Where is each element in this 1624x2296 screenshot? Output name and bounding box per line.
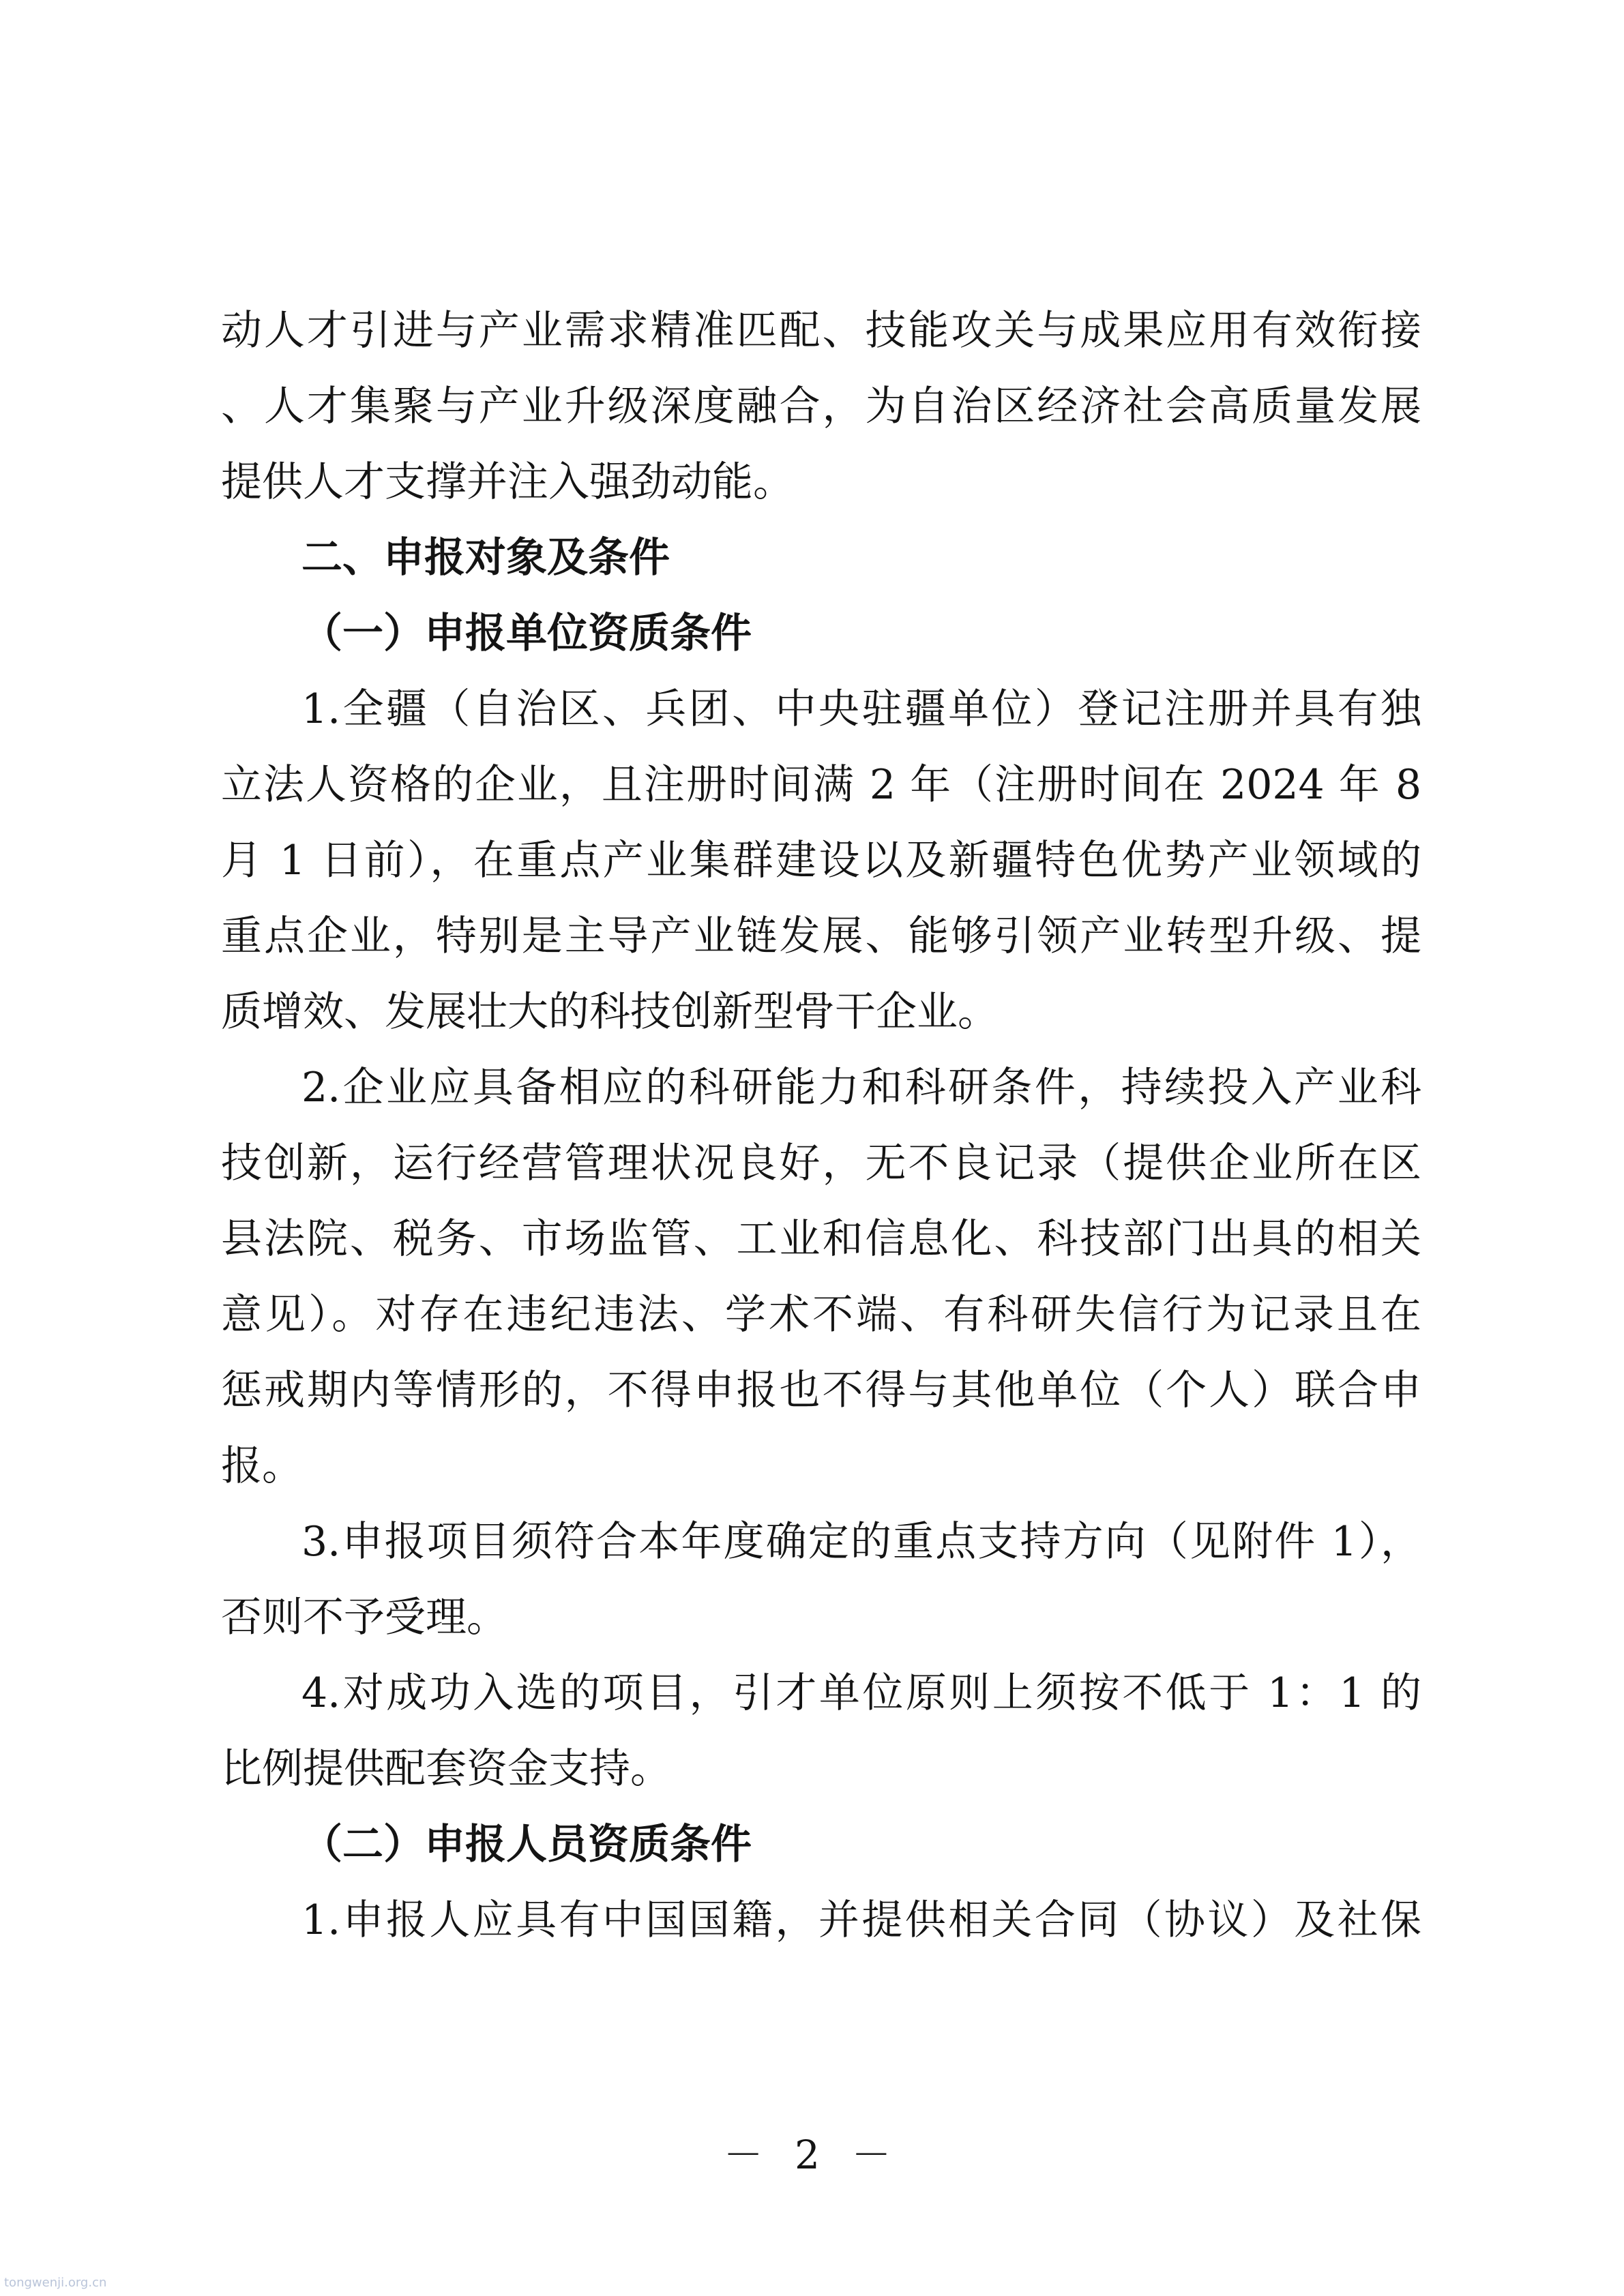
watermark-text: tongwenji.org.cn <box>4 2276 107 2290</box>
paragraph-line: 县法院、税务、市场监管、工业和信息化、科技部门出具的相关 <box>221 1215 1421 1263</box>
paragraph-line: 2.企业应具备相应的科研能力和科研条件，持续投入产业科 <box>301 1064 1421 1112</box>
paragraph-line: 、人才集聚与产业升级深度融合，为自治区经济社会高质量发展 <box>221 383 1421 430</box>
section-heading: 二、申报对象及条件 <box>301 534 670 582</box>
paragraph-line: 重点企业，特别是主导产业链发展、能够引领产业转型升级、提 <box>221 912 1421 960</box>
paragraph-line: 提供人才支撑并注入强劲动能。 <box>221 458 794 506</box>
paragraph-line: 1.申报人应具有中国国籍，并提供相关合同（协议）及社保 <box>301 1896 1421 1944</box>
paragraph-line: 月 1 日前），在重点产业集群建设以及新疆特色优势产业领域的 <box>221 837 1421 884</box>
paragraph-line: 技创新，运行经营管理状况良好，无不良记录（提供企业所在区 <box>221 1139 1421 1187</box>
paragraph-line: 惩戒期内等情形的，不得申报也不得与其他单位（个人）联合申 <box>221 1367 1421 1414</box>
paragraph-line: 报。 <box>221 1442 303 1490</box>
paragraph-line: 3.申报项目须符合本年度确定的重点支持方向（见附件 1）， <box>301 1518 1421 1566</box>
paragraph-line: 立法人资格的企业，且注册时间满 2 年（注册时间在 2024 年 8 <box>221 761 1421 809</box>
paragraph-line: 比例提供配套资金支持。 <box>221 1745 671 1793</box>
paragraph-line: 否则不予受理。 <box>221 1594 507 1641</box>
subsection-heading: （一）申报单位资质条件 <box>301 610 752 657</box>
subsection-heading: （二）申报人员资质条件 <box>301 1821 752 1868</box>
paragraph-line: 动人才引进与产业需求精准匹配、技能攻关与成果应用有效衔接 <box>221 307 1421 355</box>
paragraph-line: 质增效、发展壮大的科技创新型骨干企业。 <box>221 988 999 1036</box>
paragraph-line: 1.全疆（自治区、兵团、中央驻疆单位）登记注册并具有独 <box>301 685 1421 733</box>
paragraph-line: 意见）。对存在违纪违法、学术不端、有科研失信行为记录且在 <box>221 1291 1421 1339</box>
page-number: － 2 － <box>723 2132 901 2178</box>
paragraph-line: 4.对成功入选的项目，引才单位原则上须按不低于 1：1 的 <box>301 1669 1421 1717</box>
